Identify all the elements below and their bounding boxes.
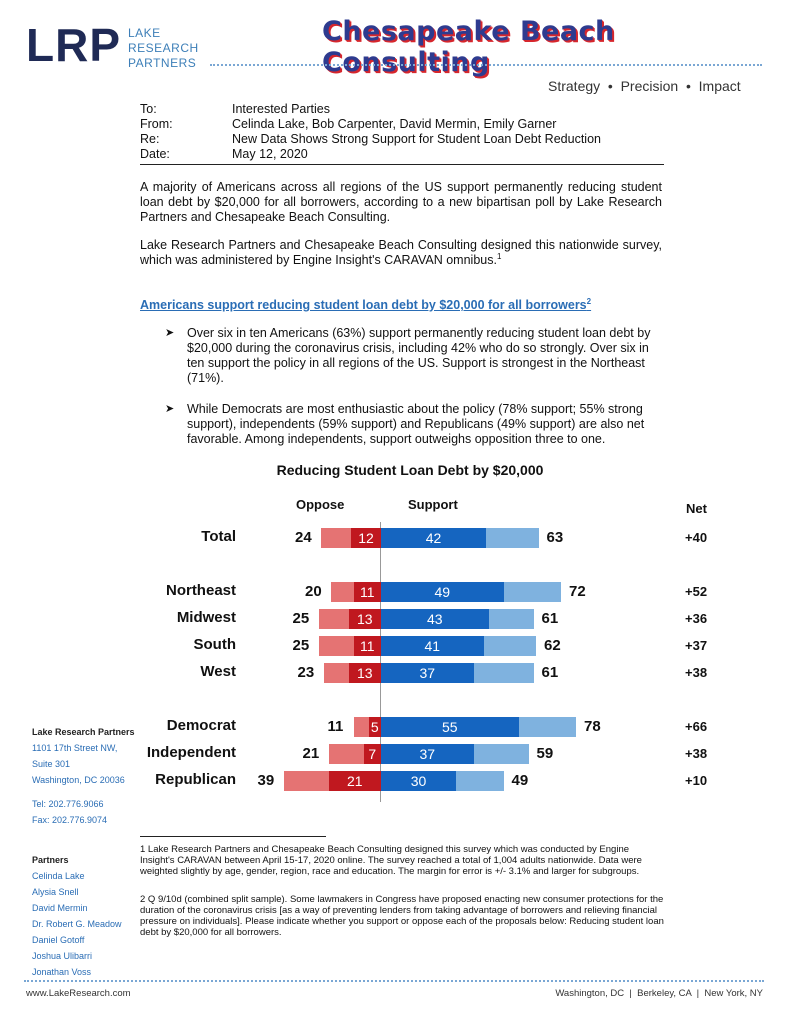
support-total-label: 72 [569, 583, 586, 600]
footnote-ref: 2 [586, 296, 592, 306]
memo-date-key: Date: [140, 147, 170, 161]
support-total-label: 61 [541, 664, 559, 681]
address-line: 1101 17th Street NW, [32, 743, 118, 753]
partners-heading: Partners [32, 855, 69, 865]
net-value: +38 [685, 665, 708, 680]
org-name: Lake Research Partners [32, 727, 135, 737]
arrow-bullet-icon: ➤ [165, 327, 175, 339]
bullet-item [165, 402, 661, 447]
logo-word: RESEARCH [128, 41, 199, 55]
memo-re-value: New Data Shows Strong Support for Student Loan Debt Reduction [232, 132, 601, 146]
partner-name: David Mermin [32, 903, 88, 913]
chart-category-label: Independent [146, 744, 236, 761]
chesapeake-logo: Chesapeake Beach Consulting [322, 16, 615, 78]
bar-strongly-oppose: 5 [369, 717, 382, 737]
sidebar-partners [32, 852, 122, 980]
support-total-label: 49 [511, 772, 529, 789]
bar-strongly-support: 37 [381, 744, 474, 764]
chart-category-label: West [200, 663, 236, 680]
net-header: Net [686, 501, 707, 516]
net-value: +66 [685, 719, 708, 734]
bar-strongly-oppose: 21 [329, 771, 382, 791]
bullet-text: While Democrats are most enthusiastic about the policy (78% support; 55% strong support), independents (59% support) and Republicans (49% support) are also net favorable. Among independents, support outweighs opposition three to one. [187, 402, 645, 446]
support-total-label: 61 [541, 610, 559, 627]
net-value: +52 [685, 584, 708, 599]
phone-number: Tel: 202.776.9066 [32, 799, 104, 809]
partner-name: Jonathan Voss [32, 967, 92, 977]
oppose-total-label: 25 [292, 610, 310, 627]
footer-divider [24, 980, 764, 982]
bullet-text: Over six in ten Americans (63%) support permanently reducing student loan debt by $20,000 during the coronavirus crisis, including 42% who do so strongly. Over six in ten support the policy in all regions of the US. Support is strongest in the Northeast (71%). [187, 326, 651, 385]
fax-number: Fax: 202.776.9074 [32, 815, 108, 825]
intro-paragraph: A majority of Americans across all regions of the US support permanently reducing student loan debt by $20,000 for all borrowers, according to a new bipartisan poll by Lake Research Partners and Chesapeake Beach Consulting. [140, 180, 662, 224]
lrp-logo-words [128, 26, 199, 71]
arrow-bullet-icon: ➤ [165, 403, 175, 415]
footnote-ref: 1 [496, 251, 502, 261]
support-total-label: 59 [536, 745, 554, 762]
net-value: +37 [685, 638, 708, 653]
support-total-label: 63 [546, 529, 564, 546]
partner-name: Dr. Robert G. Meadow [32, 919, 122, 929]
footnote-divider [140, 836, 326, 837]
support-total-label: 78 [584, 718, 601, 735]
address-line: Suite 301 [32, 759, 71, 769]
bar-strongly-support: 43 [381, 609, 489, 629]
footnote-1: 1 Lake Research Partners and Chesapeake Beach Consulting designed this survey which was conducted by Engine Insight's CARAVAN between April 15-17, 2020 online. The survey reached a total of 1,004 adults nationwide. Data were weighted slightly by age, gender, region, race and education. The margin for error is +/- 3.1% and larger for subgroups. [140, 844, 642, 877]
bar-strongly-support: 41 [381, 636, 484, 656]
bar-strongly-support: 55 [381, 717, 519, 737]
chart-category-label: Democrat [166, 717, 236, 734]
memo-from-value: Celinda Lake, Bob Carpenter, David Mermin, Emily Garner [232, 117, 557, 131]
footnote-2: 2 Q 9/10d (combined split sample). Some lawmakers in Congress have proposed enacting new consumer protections for the duration of the coronavirus crisis [as a way of preventing lenders from taking advantage of borrowers and relieving financial pressure on individuals]. Please indicate whether you support or oppose each of the proposals below: Reducing student loan debt by $20,000 for all borrowers. [140, 894, 664, 938]
bar-strongly-support: 30 [381, 771, 456, 791]
header-divider [210, 64, 762, 66]
support-total-label: 62 [544, 637, 561, 654]
section-heading [140, 298, 591, 312]
section-heading-text: Americans support reducing student loan debt by $20,000 for all borrowers [140, 298, 587, 312]
survey-text: Lake Research Partners and Chesapeake Beach Consulting designed this nationwide survey, which was administered by Engine Insight's CARAVAN omnibus. [140, 238, 662, 267]
bar-strongly-oppose: 13 [349, 663, 382, 683]
memo-from-key: From: [140, 117, 173, 131]
partner-name: Joshua Ulibarri [32, 951, 93, 961]
survey-paragraph [140, 238, 662, 268]
bar-strongly-support: 49 [381, 582, 504, 602]
address-line: Washington, DC 20036 [32, 775, 125, 785]
bar-strongly-oppose: 12 [351, 528, 381, 548]
oppose-total-label: 20 [305, 583, 322, 600]
tagline: Strategy • Precision • Impact [548, 78, 741, 94]
memo-re-key: Re: [140, 132, 160, 146]
memo-date-value: May 12, 2020 [232, 147, 308, 161]
oppose-total-label: 25 [292, 637, 310, 654]
bar-strongly-oppose: 11 [354, 582, 382, 602]
oppose-total-label: 21 [302, 745, 320, 762]
bar-strongly-oppose: 7 [364, 744, 382, 764]
partner-name: Alysia Snell [32, 887, 79, 897]
chart-category-label: South [193, 636, 236, 653]
partner-name: Daniel Gotoff [32, 935, 85, 945]
bullet-item [165, 326, 661, 386]
memo-header [140, 102, 664, 162]
net-value: +38 [685, 746, 708, 761]
chart-title: Reducing Student Loan Debt by $20,000 [276, 462, 544, 478]
net-value: +10 [685, 773, 708, 788]
oppose-header: Oppose [296, 497, 345, 512]
bar-strongly-support: 42 [381, 528, 486, 548]
bar-strongly-oppose: 13 [349, 609, 382, 629]
logo-word: PARTNERS [128, 56, 197, 70]
oppose-total-label: 23 [297, 664, 315, 681]
chart-category-label: Total [201, 528, 236, 545]
chart-category-label: Northeast [165, 582, 236, 599]
memo-to-key: To: [140, 102, 157, 116]
chart-category-label: Midwest [176, 609, 236, 626]
oppose-total-label: 39 [257, 772, 275, 789]
net-value: +36 [685, 611, 708, 626]
support-header: Support [408, 497, 458, 512]
logo-word: LAKE [128, 26, 161, 40]
partner-name: Celinda Lake [32, 871, 85, 881]
memo-divider [140, 164, 664, 165]
lrp-logo: LRP [26, 19, 121, 71]
net-value: +40 [685, 530, 708, 545]
bar-strongly-support: 37 [381, 663, 474, 683]
office-locations: Washington, DC | Berkeley, CA | New York, NY [555, 988, 763, 999]
website-link[interactable]: www.LakeResearch.com [26, 988, 131, 999]
oppose-total-label: 11 [327, 718, 344, 735]
sidebar-contact [32, 724, 135, 828]
memo-to-value: Interested Parties [232, 102, 330, 116]
chart-category-label: Republican [155, 771, 236, 788]
bar-strongly-oppose: 11 [354, 636, 382, 656]
oppose-total-label: 24 [295, 529, 312, 546]
